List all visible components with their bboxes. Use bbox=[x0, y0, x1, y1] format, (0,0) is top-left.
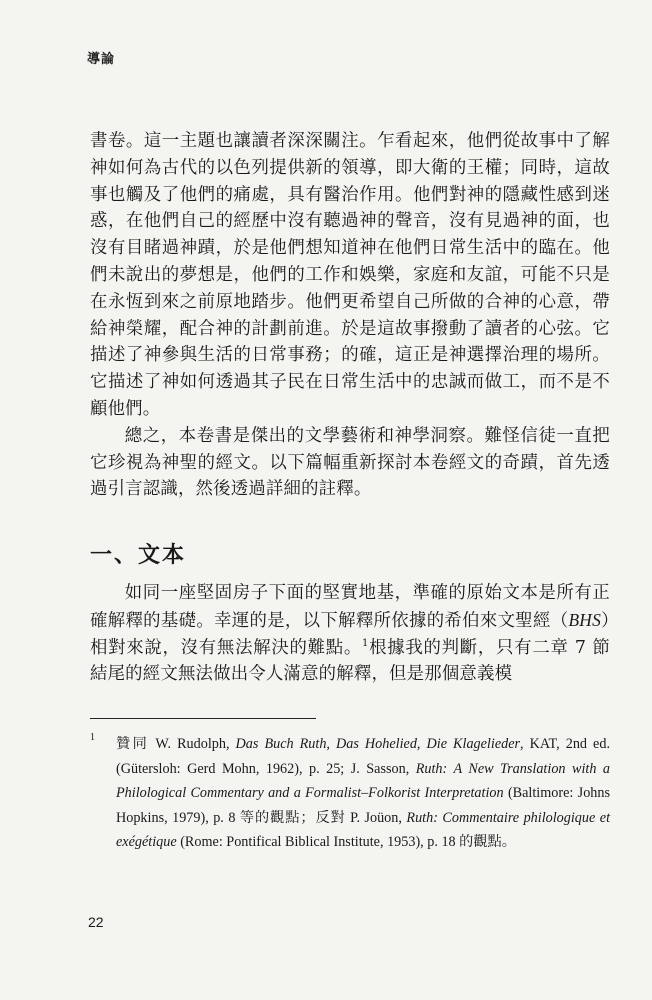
paragraph-3 bbox=[90, 580, 610, 688]
footnote bbox=[90, 732, 610, 855]
page-number: 22 bbox=[88, 914, 104, 930]
footnote-mark: 1 bbox=[90, 732, 95, 743]
section-text bbox=[90, 580, 610, 688]
paragraph-3-part-a: 如同一座堅固房子下面的堅實地基，準確的原始文本是所有正確解釋的基礎。幸運的是，以下解釋所依據的希伯來文聖經（ bbox=[90, 583, 610, 631]
footnote-text-3: (Baltimore: Johns Hopkins, 1979), p. 8 等的觀點；反對 P. Joüon, bbox=[116, 785, 610, 826]
intro-text bbox=[90, 128, 610, 503]
footnote-divider bbox=[90, 718, 316, 719]
footnote-text-2: , KAT, 2nd ed. (Gütersloh: Gerd Mohn, 1962), p. 25; J. Sasson, bbox=[116, 736, 610, 777]
footnote-text bbox=[116, 732, 610, 855]
paragraph-3-part-c: 根據我的判斷，只有二章 7 節結尾的經文無法做出令人滿意的解釋，但是那個意義模 bbox=[90, 637, 610, 685]
footnote-text-4: (Rome: Pontifical Biblical Institute, 1953), p. 18 的觀點。 bbox=[176, 834, 516, 851]
running-head: 導論 bbox=[87, 52, 116, 67]
footnote-title-jouon: Ruth: Commentaire philologique et exégétique bbox=[116, 809, 611, 851]
section-heading: 一、文本 bbox=[90, 543, 187, 568]
bhs-abbreviation: BHS bbox=[568, 609, 601, 630]
paragraph-3-part-b: ）相對來說，沒有無法解決的難點。 bbox=[90, 610, 610, 658]
footnote-text-1: 贊同 W. Rudolph, bbox=[116, 736, 236, 752]
paragraph-2: 總之，本卷書是傑出的文學藝術和神學洞察。難怪信徒一直把它珍視為神聖的經文。以下篇幅重新探討本卷經文的奇蹟，首先透過引言認識，然後透過詳細的註釋。 bbox=[90, 425, 610, 500]
footnote-title-sasson: Ruth: A New Translation with a Philological Commentary and a Formalist–Folkorist Interpretation bbox=[116, 760, 610, 802]
footnote-title-rudolph: Das Buch Ruth, Das Hohelied, Die Klagelieder bbox=[235, 736, 521, 752]
paragraph-1: 書卷。這一主題也讓讀者深深關注。乍看起來，他們從故事中了解神如何為古代的以色列提供新的領導，即大衛的王權；同時，這故事也觸及了他們的痛處，具有醫治作用。他們對神的隱藏性感到迷惑，在他們自己的經歷中沒有聽過神的聲音，沒有見過神的面，也沒有目睹過神蹟，於是他們想知道神在他們日常生活中的臨在。他們未說出的夢想是，他們的工作和娛樂，家庭和友誼，可能不只是在永恆到來之前原地踏步。他們更希望自己所做的合神的心意，帶給神榮耀，配合神的計劃前進。於是這故事撥動了讀者的心弦。它描述了神參與生活的日常事務；的確，這正是神選擇治理的場所。它描述了神如何透過其子民在日常生活中的忠誠而做工，而不是不顧他們。 bbox=[90, 131, 610, 419]
footnote-reference[interactable]: 1 bbox=[362, 637, 369, 649]
